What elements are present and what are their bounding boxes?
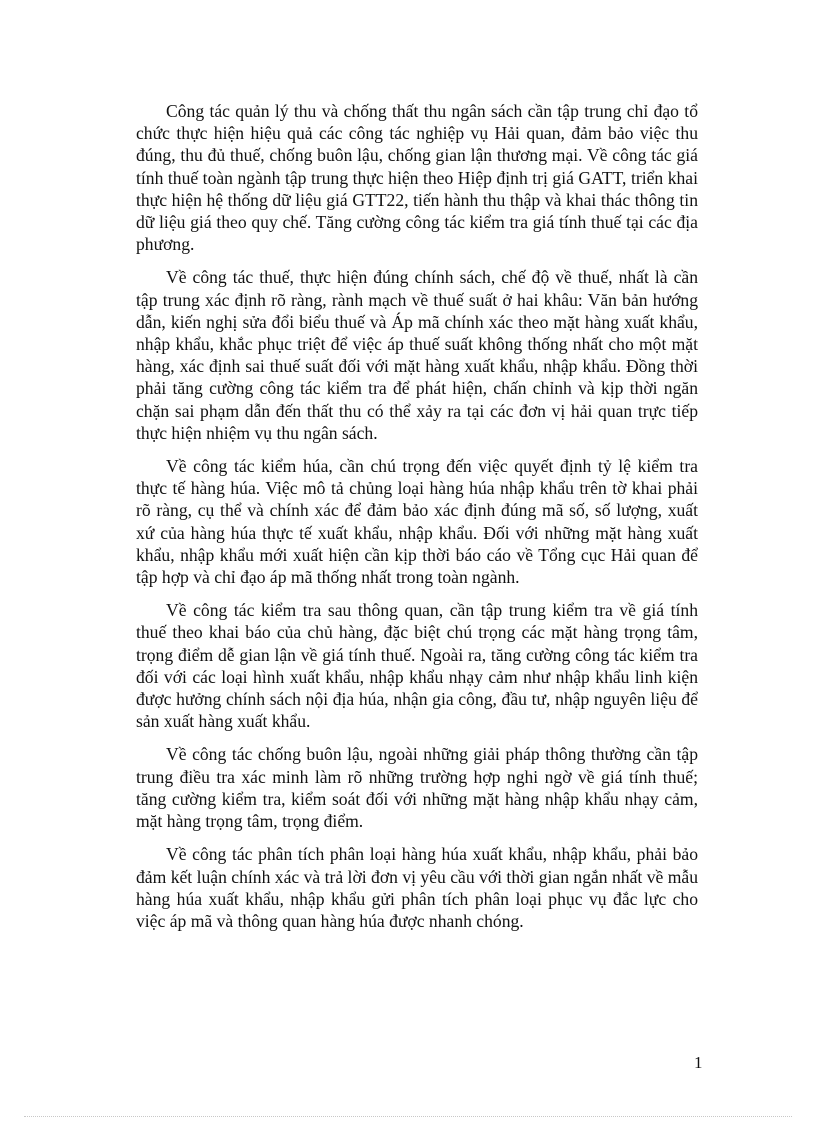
paragraph-goods-inspection: Về công tác kiểm húa, cần chú trọng đến việc quyết định tỷ lệ kiểm tra thực tế hàng húa. Việc mô tả chủng loại hàng húa nhập khẩu trên tờ khai phải rõ ràng, cụ thể và chính xác để đảm bảo xác định đúng mã số, số lượng, xuất xứ của hàng húa thực tế xuất khẩu, nhập khẩu. Đối với những mặt hàng xuất khẩu, nhập khẩu mới xuất hiện cần kịp thời báo cáo về Tổng cục Hải quan để tập hợp và chỉ đạo áp mã thống nhất trong toàn ngành. [136, 456, 698, 588]
paragraph-tax-work: Về công tác thuế, thực hiện đúng chính sách, chế độ về thuế, nhất là cần tập trung xác định rõ ràng, rành mạch về thuế suất ở hai khâu: Văn bản hướng dẫn, kiến nghị sửa đổi biểu thuế và Áp mã chính xác theo mặt hàng xuất khẩu, nhập khẩu, khắc phục triệt để việc áp thuế suất không thống nhất cho một mặt hàng, xác định sai thuế suất đối với mặt hàng xuất khẩu, nhập khẩu. Đồng thời phải tăng cường công tác kiểm tra để phát hiện, chấn chỉnh và kịp thời ngăn chặn sai phạm dẫn đến thất thu có thể xảy ra tại các đơn vị hải quan trực tiếp thực hiện nhiệm vụ thu ngân sách. [136, 267, 698, 443]
page-bottom-divider [24, 1116, 792, 1117]
paragraph-goods-classification: Về công tác phân tích phân loại hàng húa xuất khẩu, nhập khẩu, phải bảo đảm kết luận chính xác và trả lời đơn vị yêu cầu với thời gian ngắn nhất về mẫu hàng húa xuất khẩu, nhập khẩu gửi phân tích phân loại phục vụ đắc lực cho việc áp mã và thông quan hàng húa được nhanh chóng. [136, 844, 698, 931]
paragraph-anti-smuggling: Về công tác chống buôn lậu, ngoài những giải pháp thông thường cần tập trung điều tra xác minh làm rõ những trường hợp nghi ngờ về giá tính thuế; tăng cường kiểm tra, kiểm soát đối với những mặt hàng nhập khẩu nhạy cảm, mặt hàng trọng tâm, trọng điểm. [136, 744, 698, 832]
document-body [136, 100, 698, 943]
page-number: 1 [694, 1053, 703, 1072]
paragraph-post-clearance-audit: Về công tác kiểm tra sau thông quan, cần tập trung kiểm tra về giá tính thuế theo khai báo của chủ hàng, đặc biệt chú trọng các mặt hàng trọng tâm, trọng điểm dễ gian lận về giá tính thuế. Ngoài ra, tăng cường công tác kiểm tra đối với các loại hình xuất khẩu, nhập khẩu nhạy cảm như nhập khẩu linh kiện được hưởng chính sách nội địa húa, nhận gia công, đầu tư, nhập nguyên liệu để sản xuất hàng xuất khẩu. [136, 600, 698, 732]
paragraph-revenue-management: Công tác quản lý thu và chống thất thu ngân sách cần tập trung chỉ đạo tổ chức thực hiện hiệu quả các công tác nghiệp vụ Hải quan, đảm bảo việc thu đúng, thu đủ thuế, chống buôn lậu, chống gian lận thương mại. Về công tác giá tính thuế toàn ngành tập trung thực hiện theo Hiệp định trị giá GATT, triển khai thực hiện hệ thống dữ liệu giá GTT22, tiến hành thu thập và khai thác thông tin dữ liệu giá theo quy chế. Tăng cường công tác kiểm tra giá tính thuế tại các địa phương. [136, 101, 698, 255]
